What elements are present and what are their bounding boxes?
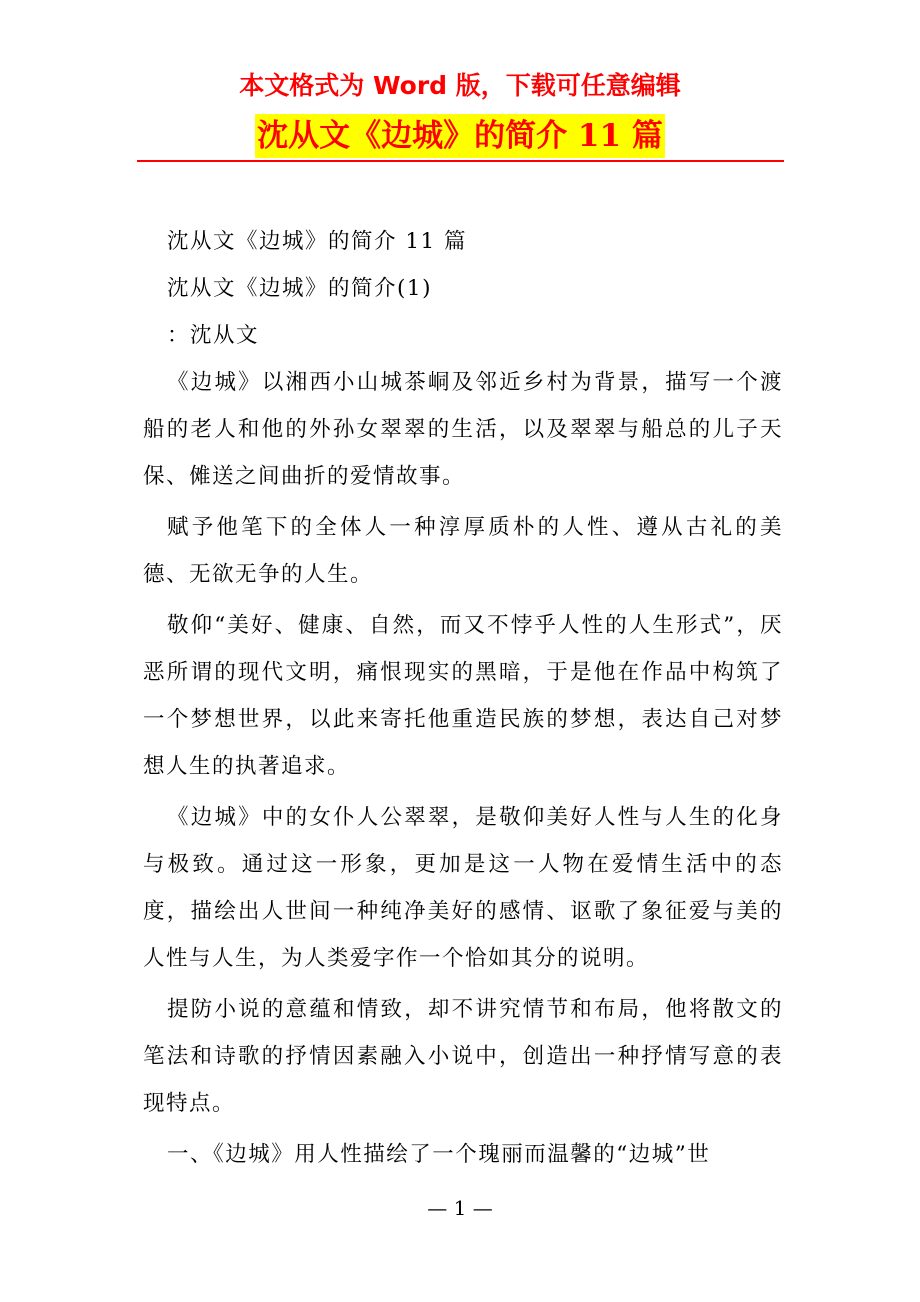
paragraph: 一、《边城》用人性描绘了一个瑰丽而温馨的“边城”世 [167,1142,711,1167]
document-body [143,218,783,1182]
paragraph: 《边城》中的女仆人公翠翠，是敬仰美好人性与人生的化身与极致。通过这一形象，更加是这一人物在爱情生活中的态度，描绘出人世间一种纯净美好的感情、讴歌了象征爱与美的人性与人生，为人类爱字作一个恰如其分的说明。 [143,805,783,971]
paragraph: 赋予他笔下的全体人一种淳厚质朴的人性、遵从古礼的美德、无欲无争的人生。 [143,515,783,587]
paragraph: 提防小说的意蕴和情致，却不讲究情节和布局，他将散文的笔法和诗歌的抒情因素融入小说中，创造出一种抒情写意的表现特点。 [143,997,783,1116]
title-container [0,114,920,158]
paragraph-heading: 沈从文《边城》的简介 11 篇 [167,229,468,254]
paragraph-author: ：沈从文 [167,323,260,348]
paragraph: 《边城》以湘西小山城茶峒及邻近乡村为背景，描写一个渡船的老人和他的外孙女翠翠的生活，以及翠翠与船总的儿子天保、傩送之间曲折的爱情故事。 [143,370,783,489]
document-title: 沈从文《边城》的简介 11 篇 [255,114,665,158]
format-notice-banner: 本文格式为 Word 版，下载可任意编辑 [239,71,681,100]
paragraph-subheading: 沈从文《边城》的简介(1) [167,276,432,301]
paragraph: 敬仰“美好、健康、自然，而又不悖乎人性的人生形式”，厌恶所谓的现代文明，痛恨现实的黑暗，于是他在作品中构筑了一个梦想世界，以此来寄托他重造民族的梦想，表达自己对梦想人生的执著追求。 [143,613,783,779]
title-divider [137,160,784,162]
page-number: — 1 — [427,1196,493,1220]
